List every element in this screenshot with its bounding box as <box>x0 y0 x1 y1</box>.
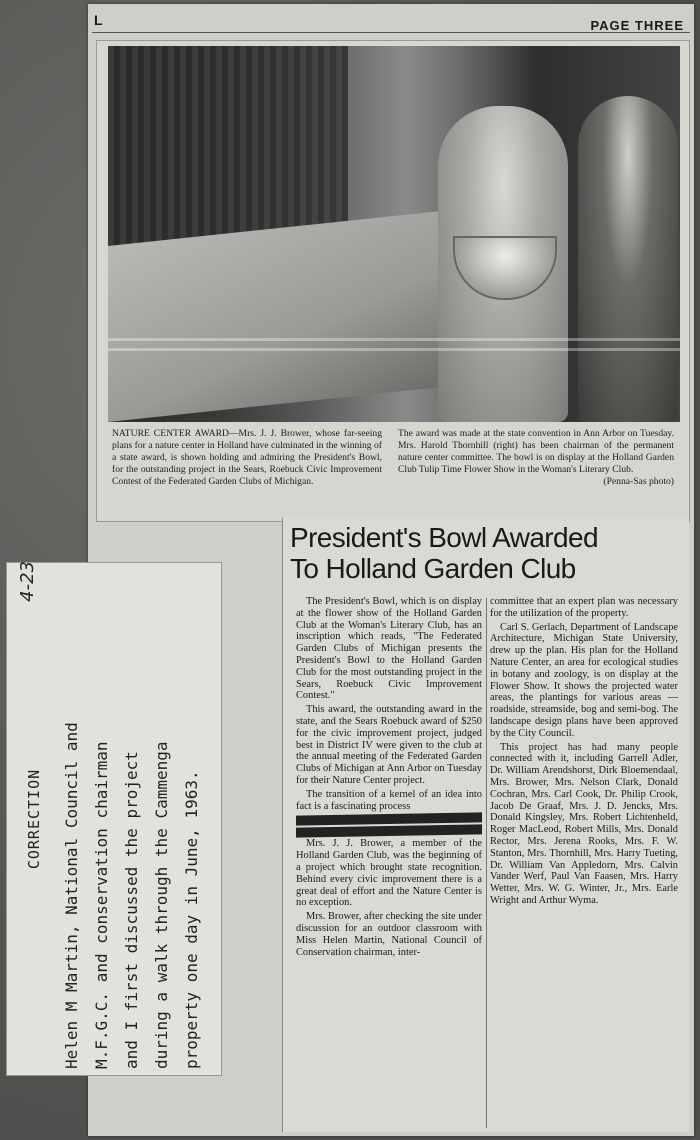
column-divider <box>486 598 487 1128</box>
article-paragraph: The transition of a kernel of an idea into fact is a fascinating process <box>296 788 482 812</box>
article-paragraph: This award, the outstanding award in the state, and the Sears Roebuck award of $250 for the civic improvement project, judged best in District IV were given to the club at the annual meeting of the Federated Garden Clubs of Michigan at Ann Arbor on Tuesday for their Nature Center project. <box>296 704 482 786</box>
article-paragraph: Carl S. Gerlach, Department of Landscape Architecture, Michigan State University, drew up the plan. His plan for the Holland Nature Center, an area for ecological studies in botany and zoology, is on display at the Flower Show. It shows the projected water areas, the plantings for various areas — roadside, streamside, bog and semi-bog. The landscape design plans have been approved by the City Council. <box>490 621 678 739</box>
award-photo <box>108 46 680 422</box>
photo-caption-right-text: The award was made at the state convention in Ann Arbor on Tuesday. Mrs. Harold Thornhill (right) has been chairman of the permanent nature center committee. The bowl is on display at the Holland Garden Club Tulip Time Flower Show in the Woman's Literary Club. <box>398 428 674 475</box>
photo-display-table <box>108 211 438 422</box>
article-column-2 <box>490 596 678 909</box>
correction-line: and I first discussed the project <box>122 751 141 1069</box>
headline-line-2: To Holland Garden Club <box>290 553 576 584</box>
article-paragraph: Mrs. Brower, after checking the site under discussion for an outdoor classroom with Miss Helen Martin, National Council of Conservation chairman, inter- <box>296 911 482 958</box>
correction-line: M.F.G.C. and conservation chairman <box>92 741 111 1069</box>
photo-caption-left: NATURE CENTER AWARD—Mrs. J. J. Brower, whose far-seeing plans for a nature center in Holland have culminated in the winning of a state award, is shown holding and admiring the President's Bowl, for the outstanding project in the Sears, Roebuck Civic Improvement Contest of the Federated Garden Clubs of Michigan. <box>112 428 382 487</box>
correction-line: property one day in June, 1963. <box>182 770 201 1069</box>
scan-streak <box>108 338 680 341</box>
headline-line-1: President's Bowl Awarded <box>290 522 598 553</box>
redaction-strike <box>296 825 482 838</box>
article-paragraph: Mrs. J. J. Brower, a member of the Holland Garden Club, was the beginning of a project which brought state recognition. Behind every civic improvement there is a great deal of effort and the Nature Center is no exception. <box>296 838 482 909</box>
article-paragraph: committee that an expert plan was necessary for the utilization of the property. <box>490 596 678 619</box>
correction-text-block <box>17 561 209 1069</box>
scan-streak <box>108 348 680 351</box>
correction-line: Helen M Martin, National Council and <box>62 722 81 1069</box>
page-letter: L <box>94 12 103 28</box>
page-header <box>92 6 690 33</box>
photo-caption-right <box>398 428 674 488</box>
correction-title: CORRECTION <box>25 768 43 870</box>
photo-curtain <box>108 46 348 246</box>
article-headline <box>290 522 680 584</box>
photo-credit: (Penna-Sas photo) <box>603 476 674 487</box>
correction-line: during a walk through the Cammenga <box>152 741 171 1069</box>
article-paragraph: The President's Bowl, which is on display at the flower show of the Holland Garden Club at the Woman's Literary Club, has an inscription which reads, "The Federated Garden Clubs of Michigan presents the President's Bowl to the Holland Garden Club for the most outstanding project in the Sears, Roebuck Civic Improvement Contest." <box>296 596 482 702</box>
handwritten-date: 4-23 <box>17 561 38 602</box>
article-column-1 <box>296 596 482 960</box>
correction-slip <box>6 562 222 1076</box>
page-number-label: PAGE THREE <box>590 18 684 33</box>
article-paragraph: This project has had many people connected with it, including Garrell Adler, Dr. William Arendshorst, Dirk Bloemendaal, Mrs. Brower, Mrs. Nelson Clark, Donald Cochran, Mrs. Carl Cook, Dr. Philip Crook, Jacob De Graaf, Mrs. J. D. Jencks, Mrs. Donald Kingsley, Mrs. Robert Lichtenheld, Roger MacLeod, Robert Mills, Mrs. Donald Rector, Mrs. Jerena Rooks, Mrs. F. W. Stanton, Mrs. Thornhill, Mrs. Harry Tueting, Dr. William Van Appledorn, Mrs. Calvin Vander Werf, Paul Van Faasen, Mrs. Harry Wetter, Mrs. W. G. Winter, Jr., Mrs. Earle Wright and Arthur Wyma. <box>490 741 678 906</box>
photo-person-thornhill <box>578 96 678 422</box>
